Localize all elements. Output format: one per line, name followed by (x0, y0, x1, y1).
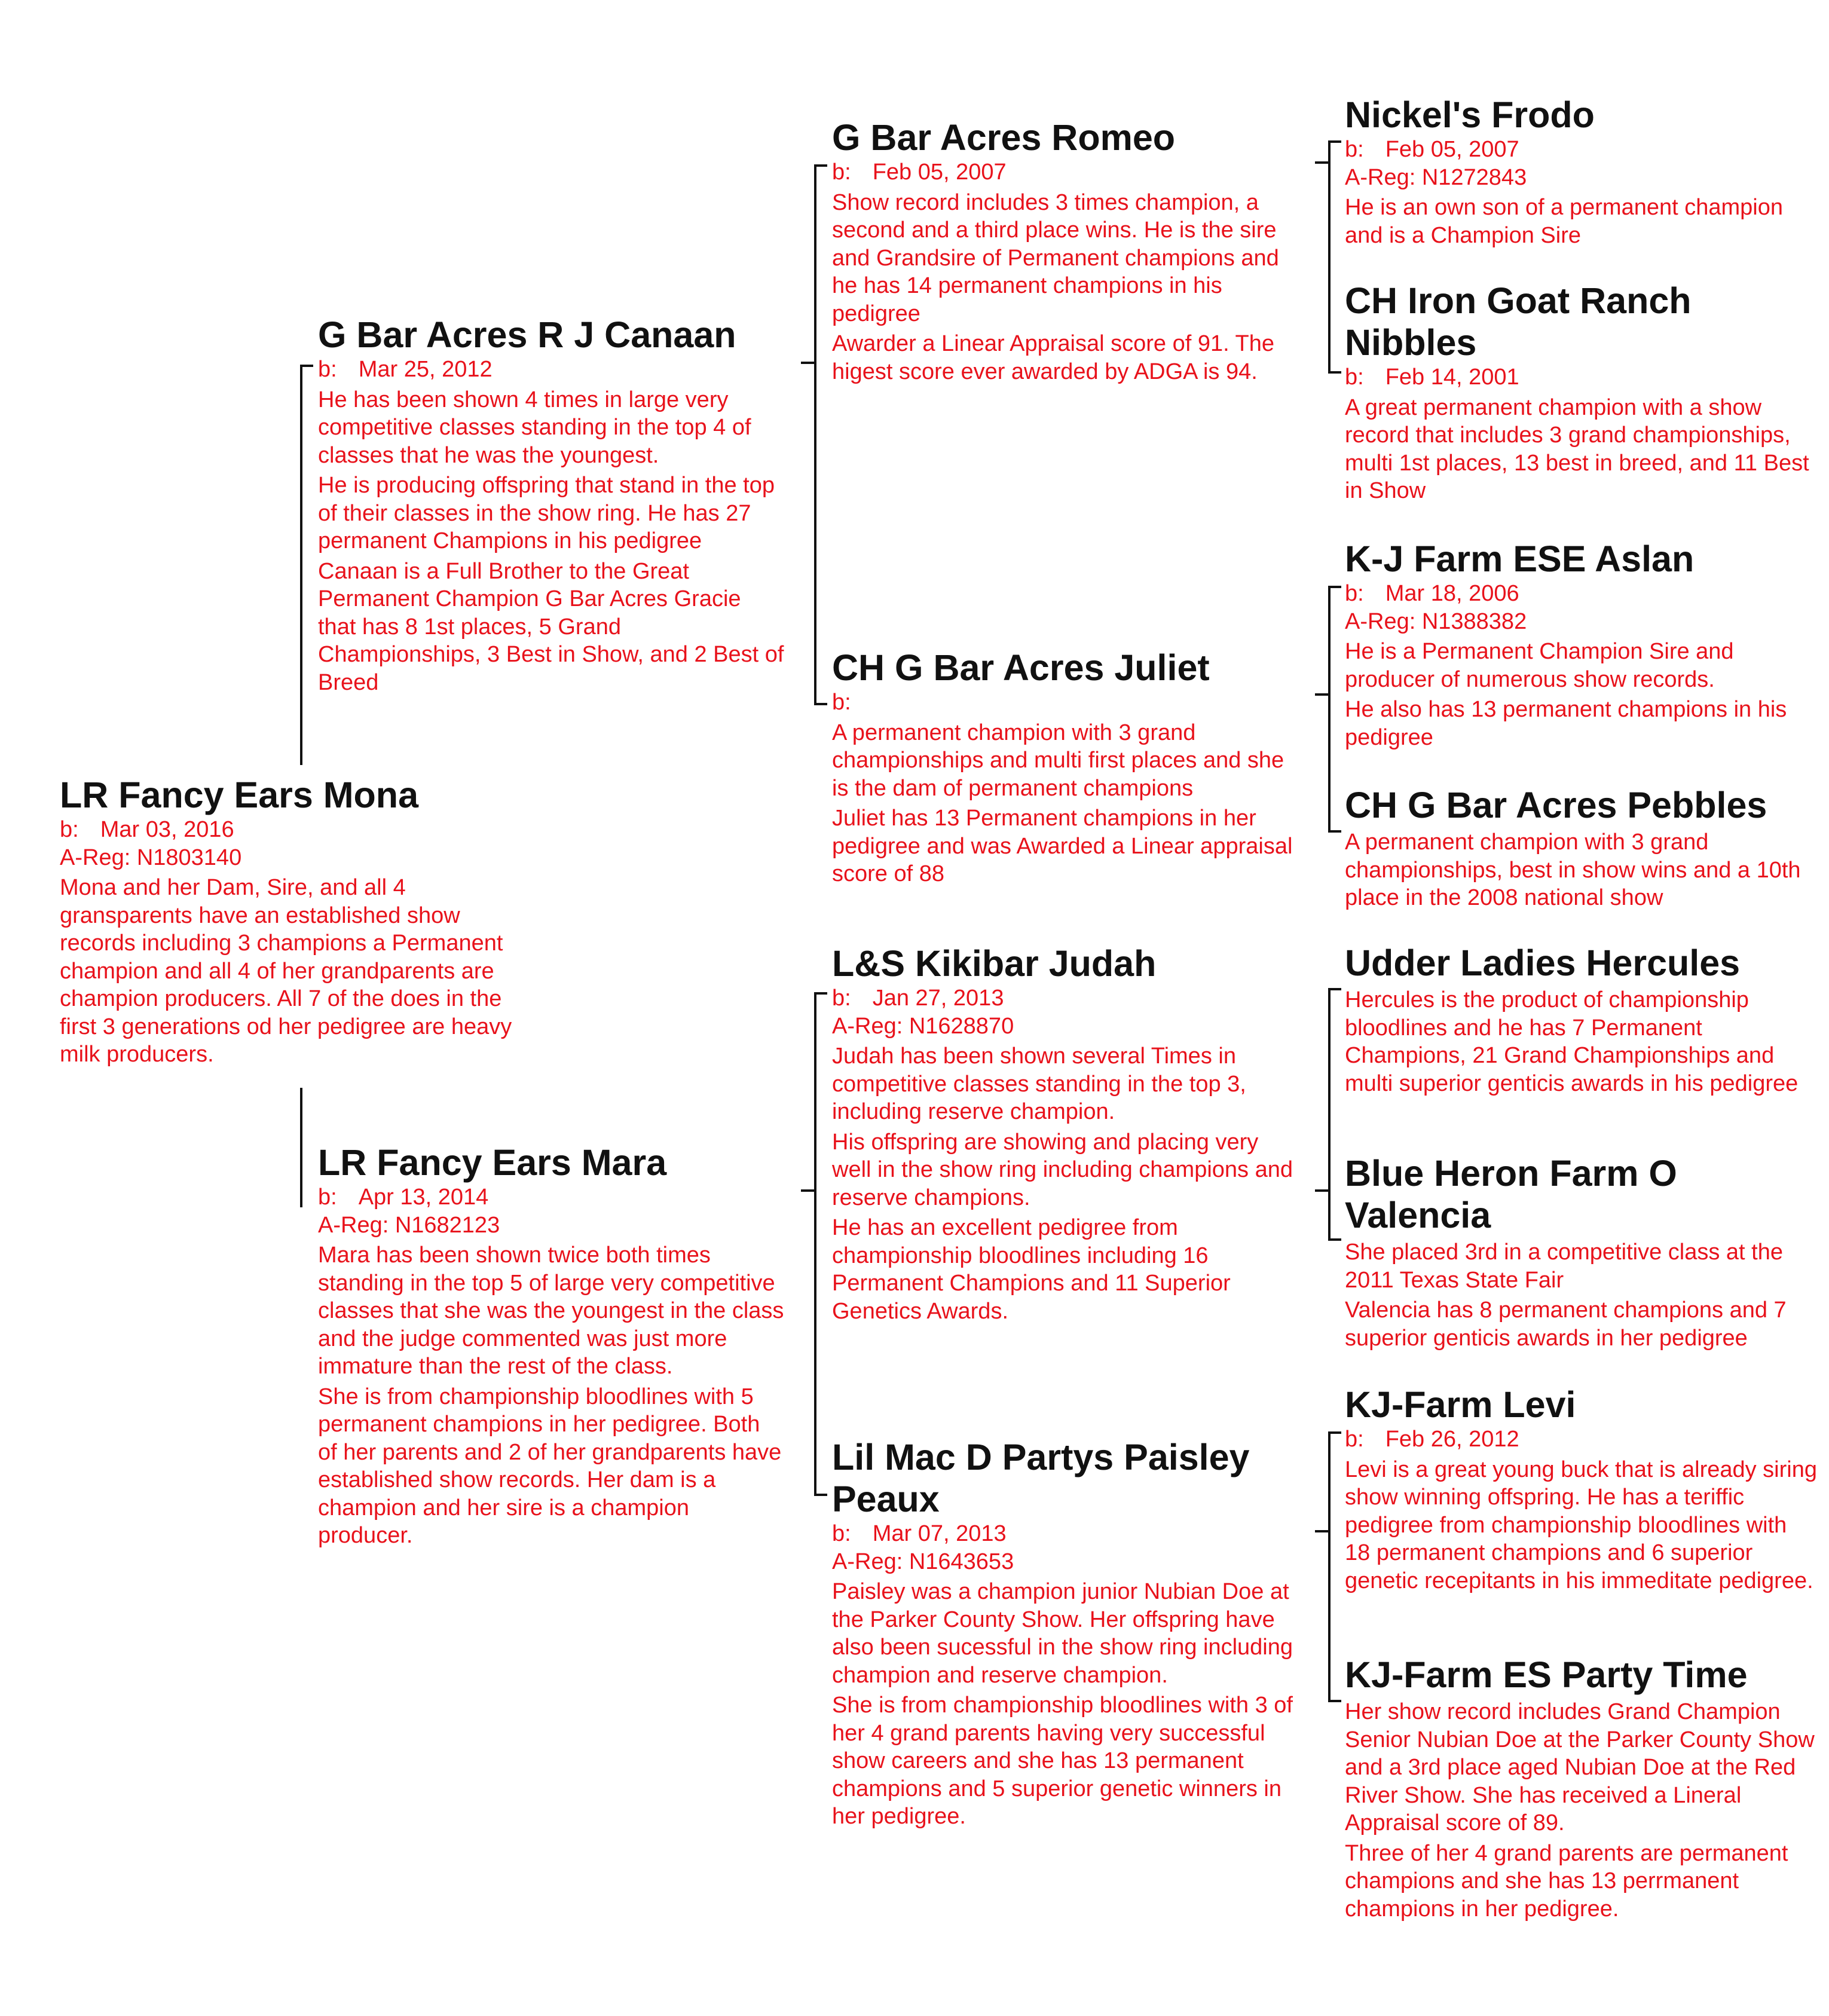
goat-description: Levi is a great young buck that is already siring show winning offspring. He has a teriffic pedigree from championship bloodlines with 18 permanent champions and 6 superior genetic recepitants in his immeditate pedigree. (1345, 1457, 1817, 1593)
goat-name: K-J Farm ESE Aslan (1345, 539, 1695, 579)
goat-description: Juliet has 13 Permanent champions in her pedigree and was Awarded a Linear appraisal score of 88 (832, 806, 1293, 886)
goat-card-sire-dam (832, 647, 1298, 888)
bracket-judah-parents (1328, 988, 1341, 1241)
connector-paisley-parents (1315, 1530, 1329, 1532)
goat-card-sd-dam (1345, 784, 1817, 912)
goat-description: He has been shown 4 times in large very competitive classes standing in the top 4 of classes that he was the youngest. (318, 387, 751, 468)
bracket-juliet-parents (1328, 586, 1341, 833)
goat-card-ss-sire (1345, 94, 1817, 249)
birth-date: b: Feb 05, 2007 (1345, 137, 1519, 162)
connector-romeo-parents (1315, 161, 1329, 164)
goat-name: Udder Ladies Hercules (1345, 943, 1741, 983)
birth-date: b: Jan 27, 2013 (832, 986, 1004, 1011)
goat-name: G Bar Acres Romeo (832, 117, 1176, 158)
birth-date: b: Mar 18, 2006 (1345, 581, 1519, 606)
goat-card-sd-sire (1345, 538, 1817, 751)
goat-description: He is an own son of a permanent champion and is a Champion Sire (1345, 195, 1783, 248)
bracket-sire-parents (814, 164, 827, 705)
goat-name: Blue Heron Farm O Valencia (1345, 1153, 1677, 1235)
goat-description: Her show record includes Grand Champion Senior Nubian Doe at the Parker County Show and a 3rd place aged Nubian Doe at the Red River Show. She has received a Lineral Appraisal score of 89. (1345, 1699, 1815, 1835)
goat-description: Hercules is the product of championship bloodlines and he has 7 Permanent Champions, 21 Grand Championships and multi superior genticis awards in his pedigree (1345, 987, 1799, 1096)
goat-description: Awarder a Linear Appraisal score of 91. The higest score ever awarded by ADGA is 94. (832, 331, 1275, 384)
goat-name: L&S Kikibar Judah (832, 943, 1157, 984)
goat-description: Canaan is a Full Brother to the Great Permanent Champion G Bar Acres Gracie that has 8 1st places, 5 Grand Championships, 3 Best in Show, and 2 Best of Breed (318, 558, 784, 695)
birth-date: b: Feb 05, 2007 (832, 160, 1007, 185)
goat-card-dd-dam (1345, 1654, 1817, 1923)
birth-date: b: Feb 14, 2001 (1345, 365, 1519, 390)
goat-name: CH G Bar Acres Pebbles (1345, 785, 1767, 825)
connector-subject-dam (300, 1088, 302, 1207)
goat-card-sire (318, 314, 784, 696)
goat-card-ss-dam (1345, 280, 1817, 505)
goat-description: Valencia has 8 permanent champions and 7 superior genticis awards in her pedigree (1345, 1298, 1787, 1351)
birth-date: b: Apr 13, 2014 (318, 1185, 489, 1210)
goat-description: She is from championship bloodlines with 3 of her 4 grand parents having very successful show careers and she has 13 permanent champions and 5 superior genetic winners in her pedigree. (832, 1693, 1293, 1829)
connector-sire-parents (801, 362, 815, 364)
goat-card-dam-dam (832, 1436, 1298, 1831)
goat-description: He is a Permanent Champion Sire and producer of numerous show records. (1345, 639, 1734, 692)
goat-name: Lil Mac D Partys Paisley Peaux (832, 1437, 1250, 1519)
goat-name: CH G Bar Acres Juliet (832, 647, 1210, 688)
registration-number: A-Reg: N1628870 (832, 1013, 1014, 1039)
goat-description: Show record includes 3 times champion, a second and a third place wins. He is the sire and Grandsire of Permanent champions and he has 14 permanent champions in his pedigree (832, 189, 1279, 326)
goat-name: KJ-Farm Levi (1345, 1384, 1576, 1425)
connector-subject-sire (300, 365, 302, 765)
goat-card-ds-dam (1345, 1152, 1817, 1352)
bracket-sire (300, 365, 313, 367)
goat-description: Paisley was a champion junior Nubian Doe at the Parker County Show. Her offspring have also been sucessful in the show ring including champion and reserve champion. (832, 1579, 1293, 1688)
goat-description: He has an excellent pedigree from championship bloodlines including 16 Permanent Champions and 11 Superior Genetics Awards. (832, 1215, 1231, 1324)
registration-number: A-Reg: N1388382 (1345, 608, 1527, 634)
goat-description: A permanent champion with 3 grand championships, best in show wins and a 10th place in the 2008 national show (1345, 830, 1801, 910)
connector-judah-parents (1315, 1189, 1329, 1192)
goat-description: His offspring are showing and placing very well in the show ring including champions and reserve champions. (832, 1129, 1293, 1210)
goat-description: She placed 3rd in a competitive class at the 2011 Texas State Fair (1345, 1240, 1783, 1293)
connector-juliet-parents (1315, 693, 1329, 696)
goat-description: Three of her 4 grand parents are permanent champions and she has 13 perrmanent champions in her pedigree. (1345, 1840, 1788, 1922)
registration-number: A-Reg: N1272843 (1345, 164, 1527, 190)
registration-number: A-Reg: N1682123 (318, 1212, 500, 1238)
goat-name: Nickel's Frodo (1345, 94, 1595, 135)
goat-name: G Bar Acres R J Canaan (318, 314, 736, 355)
goat-card-subject (60, 774, 514, 1069)
goat-description: She is from championship bloodlines with 5 permanent champions in her pedigree. Both of her parents and 2 of her grandparents have established show records. Her dam is a champion and her sire is a champion producer. (318, 1384, 782, 1548)
bracket-romeo-parents (1328, 140, 1341, 374)
birth-date: b: (832, 690, 851, 715)
birth-date: b: Mar 07, 2013 (832, 1521, 1007, 1546)
goat-description: He also has 13 permanent champions in his pedigree (1345, 697, 1787, 750)
birth-date: b: Mar 03, 2016 (60, 817, 234, 842)
goat-description: He is producing offspring that stand in the top of their classes in the show ring. He has 27 permanent Champions in his pedigree (318, 473, 775, 553)
goat-description: A great permanent champion with a show record that includes 3 grand championships, multi 1st places, 13 best in breed, and 11 Best in Show (1345, 394, 1809, 503)
goat-name: CH Iron Goat Ranch Nibbles (1345, 280, 1692, 363)
registration-number: A-Reg: N1803140 (60, 845, 242, 870)
goat-description: Mona and her Dam, Sire, and all 4 gransparents have an established show records including 3 champions a Permanent champion and all 4 of her grandparents are champion producers. All 7 of the does in the first 3 generations od her pedigree are heavy milk producers. (60, 875, 512, 1067)
registration-number: A-Reg: N1643653 (832, 1549, 1014, 1574)
goat-card-sire-sire (832, 117, 1298, 386)
goat-name: KJ-Farm ES Party Time (1345, 1654, 1748, 1695)
birth-date: b: Mar 25, 2012 (318, 357, 493, 382)
goat-description: Mara has been shown twice both times standing in the top 5 of large very competitive classes that she was the youngest in the class and the judge commented was just more immature than the rest of the class. (318, 1243, 784, 1379)
goat-description: Judah has been shown several Times in competitive classes standing in the top 3, including reserve champion. (832, 1044, 1246, 1124)
goat-card-ds-sire (1345, 942, 1817, 1097)
goat-card-dam-sire (832, 943, 1298, 1325)
goat-card-dam (318, 1142, 784, 1550)
connector-dam-parents (801, 1189, 815, 1192)
goat-description: A permanent champion with 3 grand championships and multi first places and she is the dam of permanent champions (832, 720, 1284, 801)
bracket-dam-parents (814, 992, 827, 1496)
goat-name: LR Fancy Ears Mona (60, 775, 418, 815)
goat-card-dd-sire (1345, 1384, 1817, 1595)
birth-date: b: Feb 26, 2012 (1345, 1427, 1519, 1452)
bracket-paisley-parents (1328, 1431, 1341, 1702)
goat-name: LR Fancy Ears Mara (318, 1142, 667, 1183)
